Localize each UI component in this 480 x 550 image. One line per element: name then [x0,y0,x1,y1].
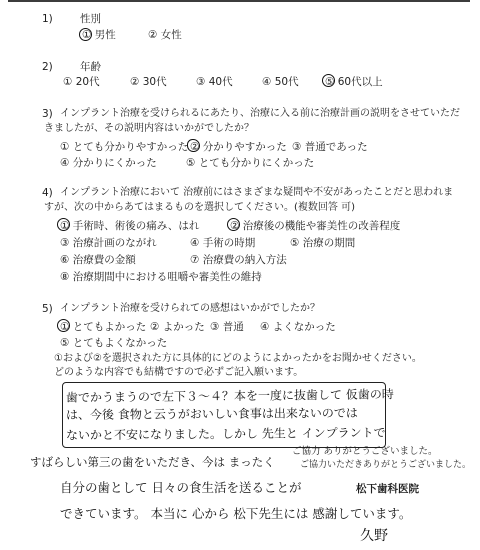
q4-option-8: ⑧ 治療期間中における咀嚼や審美性の維持 [60,271,262,283]
q5-option-2: ② よかった [150,321,205,333]
q3-option-1: ① とても分かりやすかった [60,141,189,153]
q2-selected-circle [322,74,335,87]
handwriting-line-2: は、今後 食物と云うがおいしい食事は出来ないのでは [65,405,358,423]
q4-selected-circle-1 [57,218,70,231]
q2-option-2: ② 30代 [130,76,167,88]
q5-option-5: ⑤ とてもよくなかった [60,337,168,349]
q2-option-4: ④ 50代 [262,76,299,88]
q4-option-3: ③ 治療計画のながれ [60,237,157,249]
q4-option-4: ④ 手術の時期 [190,237,256,249]
q1-number: 1) [42,13,53,25]
q2-option-3: ③ 40代 [196,76,233,88]
q5-option-3: ③ 普通 [210,321,244,333]
q3-question-line1: インプラント治療を受けられるにあたり、治療に入る前に治療計画の説明をさせていただ [60,108,460,119]
q5-option-4: ④ よくなかった [260,321,336,333]
q3-question-line2: きましたが、その説明内容はいかがでしたか？ [44,123,254,134]
q4-selected-circle-2 [227,218,240,231]
q2-option-5: ⑤ 60代以上 [325,76,383,88]
thanks-line-2: ご協力いただきありがとうございました。 [300,460,472,470]
q4-option-2: ② 治療後の機能や審美性の改善程度 [230,220,401,232]
q2-number: 2) [42,61,53,73]
q4-question-line2: すが、次の中からあてはまるものを選択してください。(複数回答 可) [44,202,355,213]
q3-option-2: ② 分かりやすかった [190,141,287,153]
q4-option-5: ⑤ 治療の期間 [290,237,356,249]
q4-question-line1: インプラント治療において 治療前にはさまざまな疑問や不安があったことだと思われま [60,187,454,198]
q5-note-line1: ①および②を選択された方に具体的にどのようによかったかをお聞かせください。 [54,353,422,364]
handwriting-line-6: できています。 本当に 心から 松下先生には 感謝しています。 [60,506,412,521]
q1-option-2: ② 女性 [148,29,182,41]
q4-option-6: ⑥ 治療費の金額 [60,254,136,266]
q5-question: インプラント治療を受けられての感想はいかがでしたか？ [60,303,320,314]
handwriting-line-1: 歯でかうまうので左下３～４？本を一度に抜歯して 仮歯の時 [65,387,394,405]
q5-note-line2: どのような内容でも結構ですので必ずご記入願います。 [54,367,304,378]
q3-selected-circle [187,139,200,152]
handwriting-line-4: すばらしい第三の歯をいただき、今は まったく [30,455,275,469]
q1-title: 性別 [80,13,101,25]
q4-option-7: ⑦ 治療費の納入方法 [190,254,287,266]
thanks-line-1: ご協力 ありがとうございました。 [292,446,438,457]
page-top-edge [8,0,470,2]
signature: 久野 [360,528,388,544]
q1-selected-circle [79,28,92,41]
handwriting-line-3: ないかと不安になりました。しかし 先生と インプラントで [65,425,386,443]
q3-option-4: ④ 分かりにくかった [60,157,157,169]
q4-number: 4) [42,187,53,199]
q4-option-1: ① 手術時、術後の痛み、はれ [60,220,200,232]
q5-selected-circle [57,319,70,332]
q3-option-3: ③ 普通であった [292,141,368,153]
clinic-name: 松下歯科医院 [356,483,419,495]
q3-number: 3) [42,108,53,120]
q2-title: 年齢 [80,61,101,73]
q3-option-5: ⑤ とても分かりにくかった [186,157,315,169]
q5-number: 5) [42,303,53,315]
q5-option-1: ① とてもよかった [60,321,147,333]
q1-option-1: ① 男性 [82,29,116,41]
q2-option-1: ① 20代 [63,76,100,88]
handwriting-line-5: 自分の歯として 日々の食生活を送ることが [60,480,302,495]
